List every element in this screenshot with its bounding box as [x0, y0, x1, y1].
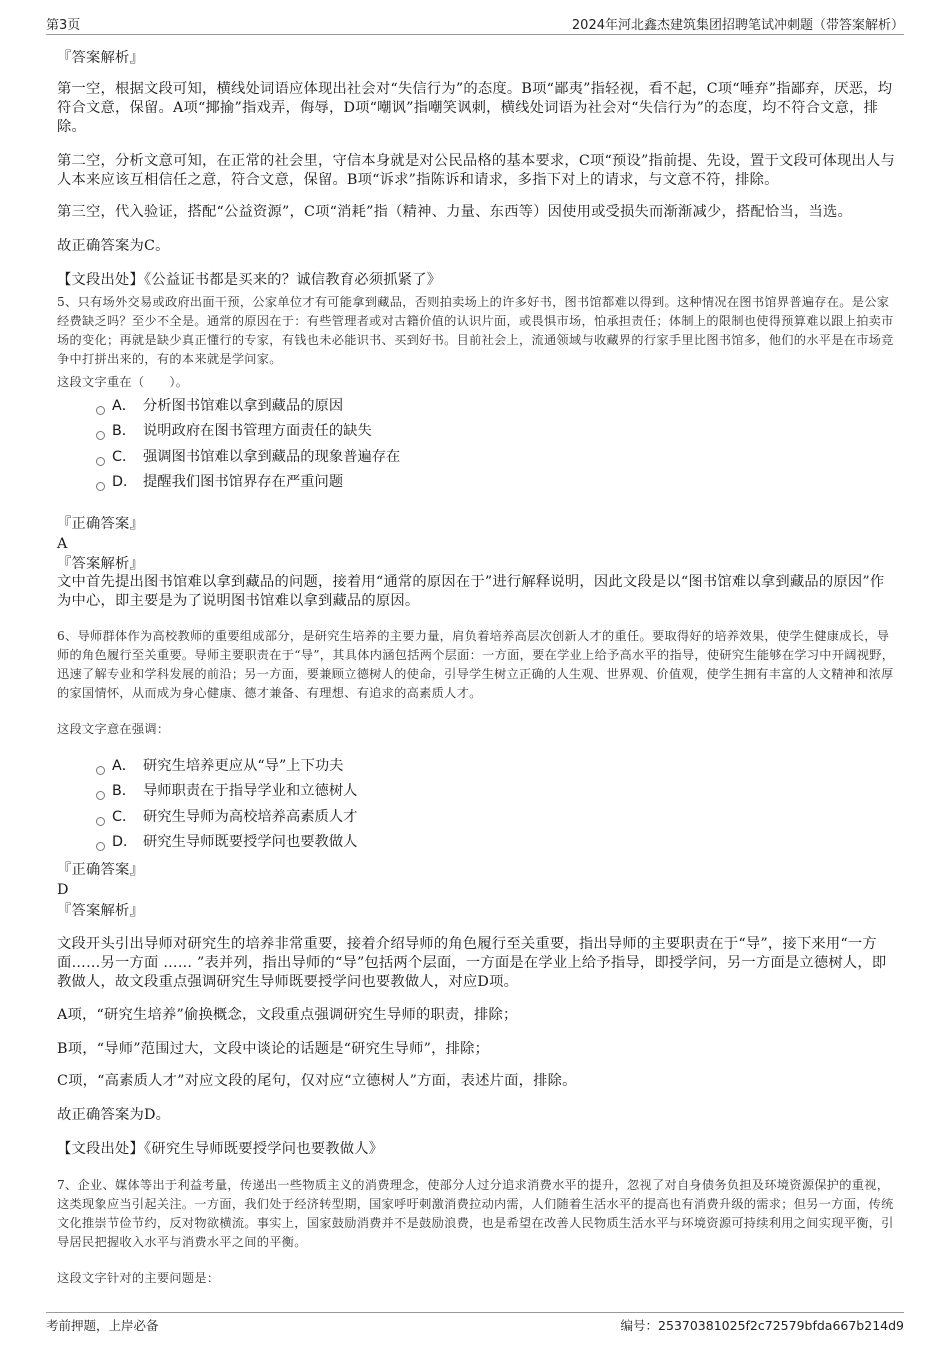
page-header [46, 12, 904, 35]
q6-source: 【文段出处】《研究生导师既要授学问也要教做人》 [57, 1141, 384, 1157]
q5-analysis: 文中首先提出图书馆难以拿到藏品的问题，接着用“通常的原因在于”进行解释说明，因此文段是以“图书馆难以拿到藏品的原因”作为中心，即主要是为了说明图书馆难以拿到藏品的原因。 [57, 574, 885, 609]
q7-stem: 7、企业、媒体等出于利益考量，传递出一些物质主义的消费理念，使部分人过分追求消费水平的提升，忽视了对自身债务负担及环境资源保护的重视，这类现象应当引起关注。一方面，我们处于经济转型期，国家呼吁刺激消费拉动内需，人们随着生活水平的提高也有消费升级的需求；但另一方面，传统文化推崇节俭节约，反对物欲横流。事实上，国家鼓励消费并不是鼓励浪费，也是希望在改善人民物质生活水平与环境资源可持续利用之间实现平衡，引导居民把握收入水平与消费水平之间的平衡。 [57, 1178, 894, 1249]
document-id: 编号：25370381025f2c72579bfda667b214d9 [620, 1318, 904, 1333]
q6-option-c[interactable]: C． 研究生导师为高校培养高素质人才 [96, 807, 357, 827]
option-text: 导师职责在于指导学业和立德树人 [143, 783, 358, 799]
q5-option-b[interactable]: B． 说明政府在图书管理方面责任的缺失 [96, 421, 372, 441]
q6-stem: 6、导师群体作为高校教师的重要组成部分，是研究生培养的主要力量，肩负着培养高层次创新人才的重任。要取得好的培养效果，使学生健康成长，导师的角色履行至关重要。导师主要职责在于“导”，其具体内涵包括两个层面：一方面，要在学业上给予高水平的指导，使研究生能够在学习中开阔视野，迅速了解专业和学科发展的前沿；另一方面，要兼顾立德树人的使命，引导学生树立正确的人生观、世界观、价值观，使学生拥有丰富的人文精神和浓厚的家国情怀，从而成为身心健康、德才兼备、有理想、有追求的高素质人才。 [57, 629, 895, 700]
q7-question: 这段文字针对的主要问题是： [57, 1271, 220, 1285]
q4-analysis-p1: 第一空，根据文段可知，横线处词语应体现出社会对“失信行为”的态度。B项“鄙夷”指轻视，看不起，C项“唾弃”指鄙弃，厌恶，均符合文意，保留。A项“揶揄”指戏弄，侮辱，D项“嘲讽”指嘲笑讽刺，横线处词语为社会对“失信行为”的态度，均不符合文意，排除。 [57, 81, 893, 135]
q4-analysis-heading: 『答案解析』 [57, 50, 144, 66]
option-text: 分析图书馆难以拿到藏品的原因 [143, 398, 344, 414]
q6-answer-heading: 『正确答案』 [57, 862, 144, 878]
q6-note-a: A项，“研究生培养”偷换概念，文段重点强调研究生导师的职责，排除； [57, 1007, 518, 1023]
q6-question: 这段文字意在强调： [57, 722, 170, 736]
q5-analysis-heading: 『答案解析』 [57, 556, 144, 572]
q5-stem: 5、只有场外交易或政府出面干预，公家单位才有可能拿到藏品，否则拍卖场上的许多好书，图书馆都难以得到。这种情况在图书馆界普遍存在。是公家经费缺乏吗？至少不全是。通常的原因在于：有些管理者或对古籍价值的认识片面，或畏惧市场，怕承担责任；体制上的限制也使得预算难以跟上拍卖市场的变化；再就是缺少真正懂行的专家，有钱也未必能识书、买到好书。目前社会上，流通领域与收藏界的行家手里比图书馆多，他们的水平是在市场竞争中打拼出来的，有的本来就是学问家。 [57, 295, 894, 366]
q5-option-a[interactable]: A． 分析图书馆难以拿到藏品的原因 [96, 396, 343, 416]
radio-icon[interactable] [96, 766, 105, 775]
q5-option-c[interactable]: C． 强调图书馆难以拿到藏品的现象普遍存在 [96, 447, 400, 467]
radio-icon[interactable] [96, 431, 105, 440]
q6-option-b[interactable]: B． 导师职责在于指导学业和立德树人 [96, 781, 357, 801]
option-text: 研究生导师既要授学问也要教做人 [143, 834, 358, 850]
page-number: 第3页 [46, 18, 81, 33]
q6-note-b: B项，“导师”范围过大，文段中谈论的话题是“研究生导师”，排除； [57, 1041, 490, 1057]
radio-icon[interactable] [96, 406, 105, 415]
q6-analysis-heading: 『答案解析』 [57, 903, 144, 919]
q4-analysis-p3: 第三空，代入验证，搭配“公益资源”，C项“消耗”指（精神、力量、东西等）因使用或受损失而渐渐减少，搭配恰当，当选。 [57, 204, 853, 220]
q6-note-c: C项，“高素质人才”对应文段的尾句，仅对应“立德树人”方面，表述片面，排除。 [57, 1073, 577, 1089]
option-text: 提醒我们图书馆界存在严重问题 [143, 474, 344, 490]
q4-source: 【文段出处】《公益证书都是买来的？诚信教育必须抓紧了》 [57, 272, 442, 288]
q5-answer: A [57, 536, 68, 552]
radio-icon[interactable] [96, 482, 105, 491]
document-title: 2024年河北鑫杰建筑集团招聘笔试冲刺题（带答案解析） [571, 18, 904, 33]
radio-icon[interactable] [96, 842, 105, 851]
radio-icon[interactable] [96, 817, 105, 826]
q5-question: 这段文字重在（ ）。 [57, 375, 189, 389]
option-text: 说明政府在图书管理方面责任的缺失 [143, 423, 372, 439]
page-footer [46, 1312, 904, 1335]
q6-conclusion: 故正确答案为D。 [57, 1107, 171, 1123]
option-text: 强调图书馆难以拿到藏品的现象普遍存在 [143, 449, 401, 465]
q4-analysis-p2: 第二空，分析文意可知，在正常的社会里，守信本身就是对公民品格的基本要求，C项“预设”指前提、先设，置于文段可体现出人与人本来应该互相信任之意，符合文意，保留。B项“诉求”指陈诉和请求，多指下对上的请求，与文意不符，排除。 [57, 153, 895, 188]
q5-option-d[interactable]: D． 提醒我们图书馆界存在严重问题 [96, 472, 343, 492]
q6-option-a[interactable]: A． 研究生培养更应从“导”上下功夫 [96, 756, 343, 776]
radio-icon[interactable] [96, 457, 105, 466]
option-text: 研究生导师为高校培养高素质人才 [143, 809, 358, 825]
q6-answer: D [57, 882, 69, 898]
q4-conclusion: 故正确答案为C。 [57, 238, 170, 254]
footer-slogan: 考前押题，上岸必备 [46, 1318, 159, 1333]
option-text: 研究生培养更应从“导”上下功夫 [143, 758, 344, 774]
q5-answer-heading: 『正确答案』 [57, 516, 144, 532]
q6-analysis: 文段开头引出导师对研究生的培养非常重要，接着介绍导师的角色履行至关重要，指出导师的主要职责在于“导”，接下来用“一方面……另一方面 …… ”表并列，指出导师的“导”包括两个层面，一方面是在学业上给予指导，即授学问，另一方面是立德树人，即教做人，故文段重点强调研究生导师既要授学问也要教做人，对应D项。 [57, 936, 887, 990]
radio-icon[interactable] [96, 791, 105, 800]
q6-option-d[interactable]: D． 研究生导师既要授学问也要教做人 [96, 832, 357, 852]
